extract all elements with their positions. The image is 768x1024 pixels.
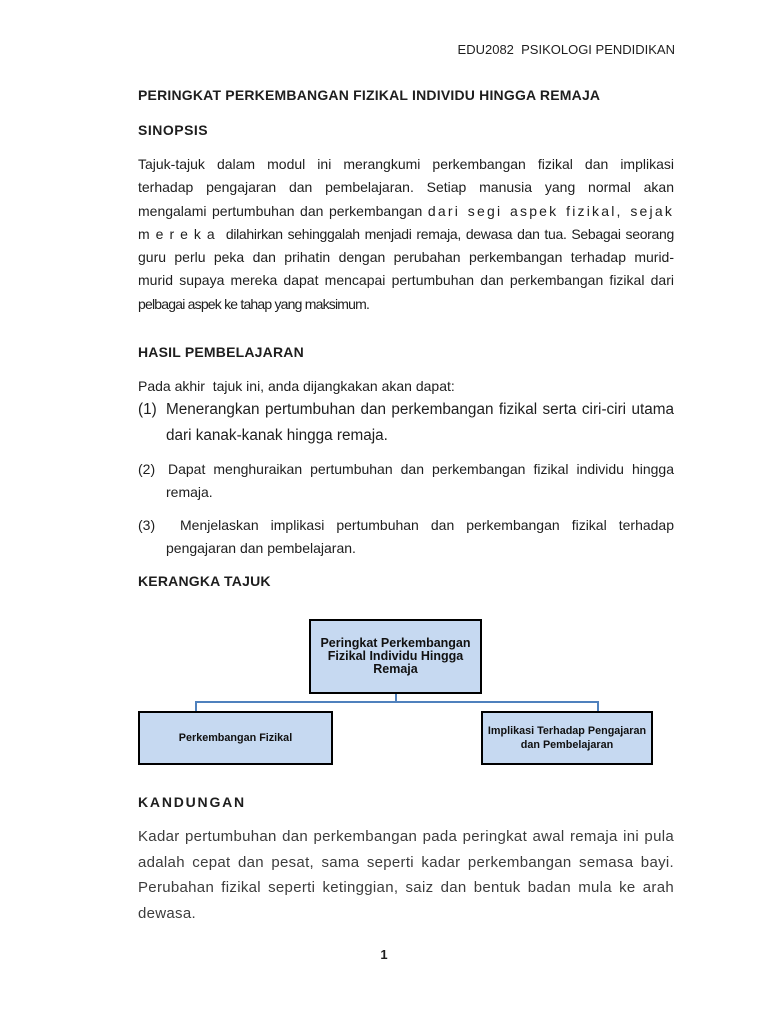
hasil-heading: HASIL PEMBELAJARAN: [138, 344, 304, 360]
paragraph-line: guru perlu peka dan prihatin dengan perubahan perkembangan terhadap murid-: [138, 249, 674, 266]
paragraph-line: adalah cepat dan pesat, sama seperti kadar perkembangan semasa bayi.: [138, 853, 674, 871]
diagram-child-box-right: [481, 711, 653, 765]
paragraph-line: murid supaya mereka dapat mencapai pertumbuhan dan perkembangan fizikal dari: [138, 272, 674, 289]
list-item-line: Dapat menghuraikan pertumbuhan dan perkembangan fizikal individu hingga: [168, 461, 674, 477]
paragraph-line: Kadar pertumbuhan dan perkembangan pada peringkat awal remaja ini pula: [138, 828, 674, 845]
list-item-number: (3): [138, 517, 156, 533]
letter-spaced-text: mereka: [138, 225, 221, 242]
list-item-line: pengajaran dan pembelajaran.: [166, 540, 356, 556]
list-item-number: (2): [138, 461, 156, 477]
list-item-number: (1): [138, 401, 157, 418]
list-item-line: remaja.: [166, 484, 213, 500]
line-text: dilahirkan sehinggalah menjadi remaja, dewasa dan tua. Sebagai seorang: [225, 225, 674, 242]
list-item-line: Menjelaskan implikasi pertumbuhan dan perkembangan fizikal terhadap: [180, 517, 674, 533]
letter-spaced-text: dari segi aspek fizikal, sejak: [427, 202, 675, 219]
course-header: EDU2082 PSIKOLOGI PENDIDIKAN: [457, 42, 675, 57]
paragraph-line: Tajuk-tajuk dalam modul ini merangkumi perkembangan fizikal dan implikasi: [138, 156, 674, 172]
paragraph-line: dewasa.: [138, 904, 196, 922]
hasil-intro: Pada akhir tajuk ini, anda dijangkakan akan dapat:: [138, 378, 455, 394]
list-item-line: dari kanak-kanak hingga remaja.: [166, 427, 388, 444]
kandungan-heading: KANDUNGAN: [138, 794, 246, 810]
diagram-root-label: Peringkat Perkembangan Fizikal Individu Hingga Remaja: [320, 636, 471, 676]
paragraph-line: Perubahan fizikal seperti ketinggian, saiz dan bentuk badan mula ke arah: [138, 879, 674, 897]
paragraph-line: terhadap pengajaran dan pembelajaran. Setiap manusia yang normal akan: [138, 179, 674, 196]
diagram-child-label: Implikasi Terhadap Pengajaran dan Pembelajaran: [487, 725, 647, 751]
kerangka-heading: KERANGKA TAJUK: [138, 573, 271, 589]
line-text: mengalami pertumbuhan dan perkembangan: [138, 202, 423, 219]
sinopsis-heading: SINOPSIS: [138, 122, 209, 138]
document-title: PERINGKAT PERKEMBANGAN FIZIKAL INDIVIDU HINGGA REMAJA: [138, 87, 601, 103]
list-item-line: Menerangkan pertumbuhan dan perkembangan fizikal serta ciri-ciri utama: [166, 401, 674, 418]
paragraph-line: pelbagai aspek ke tahap yang maksimum.: [138, 295, 370, 312]
page-number: 1: [380, 947, 388, 962]
diagram-child-label: Perkembangan Fizikal: [178, 732, 293, 744]
kandungan-paragraph: [138, 824, 674, 926]
diagram-child-box-left: [138, 711, 333, 765]
